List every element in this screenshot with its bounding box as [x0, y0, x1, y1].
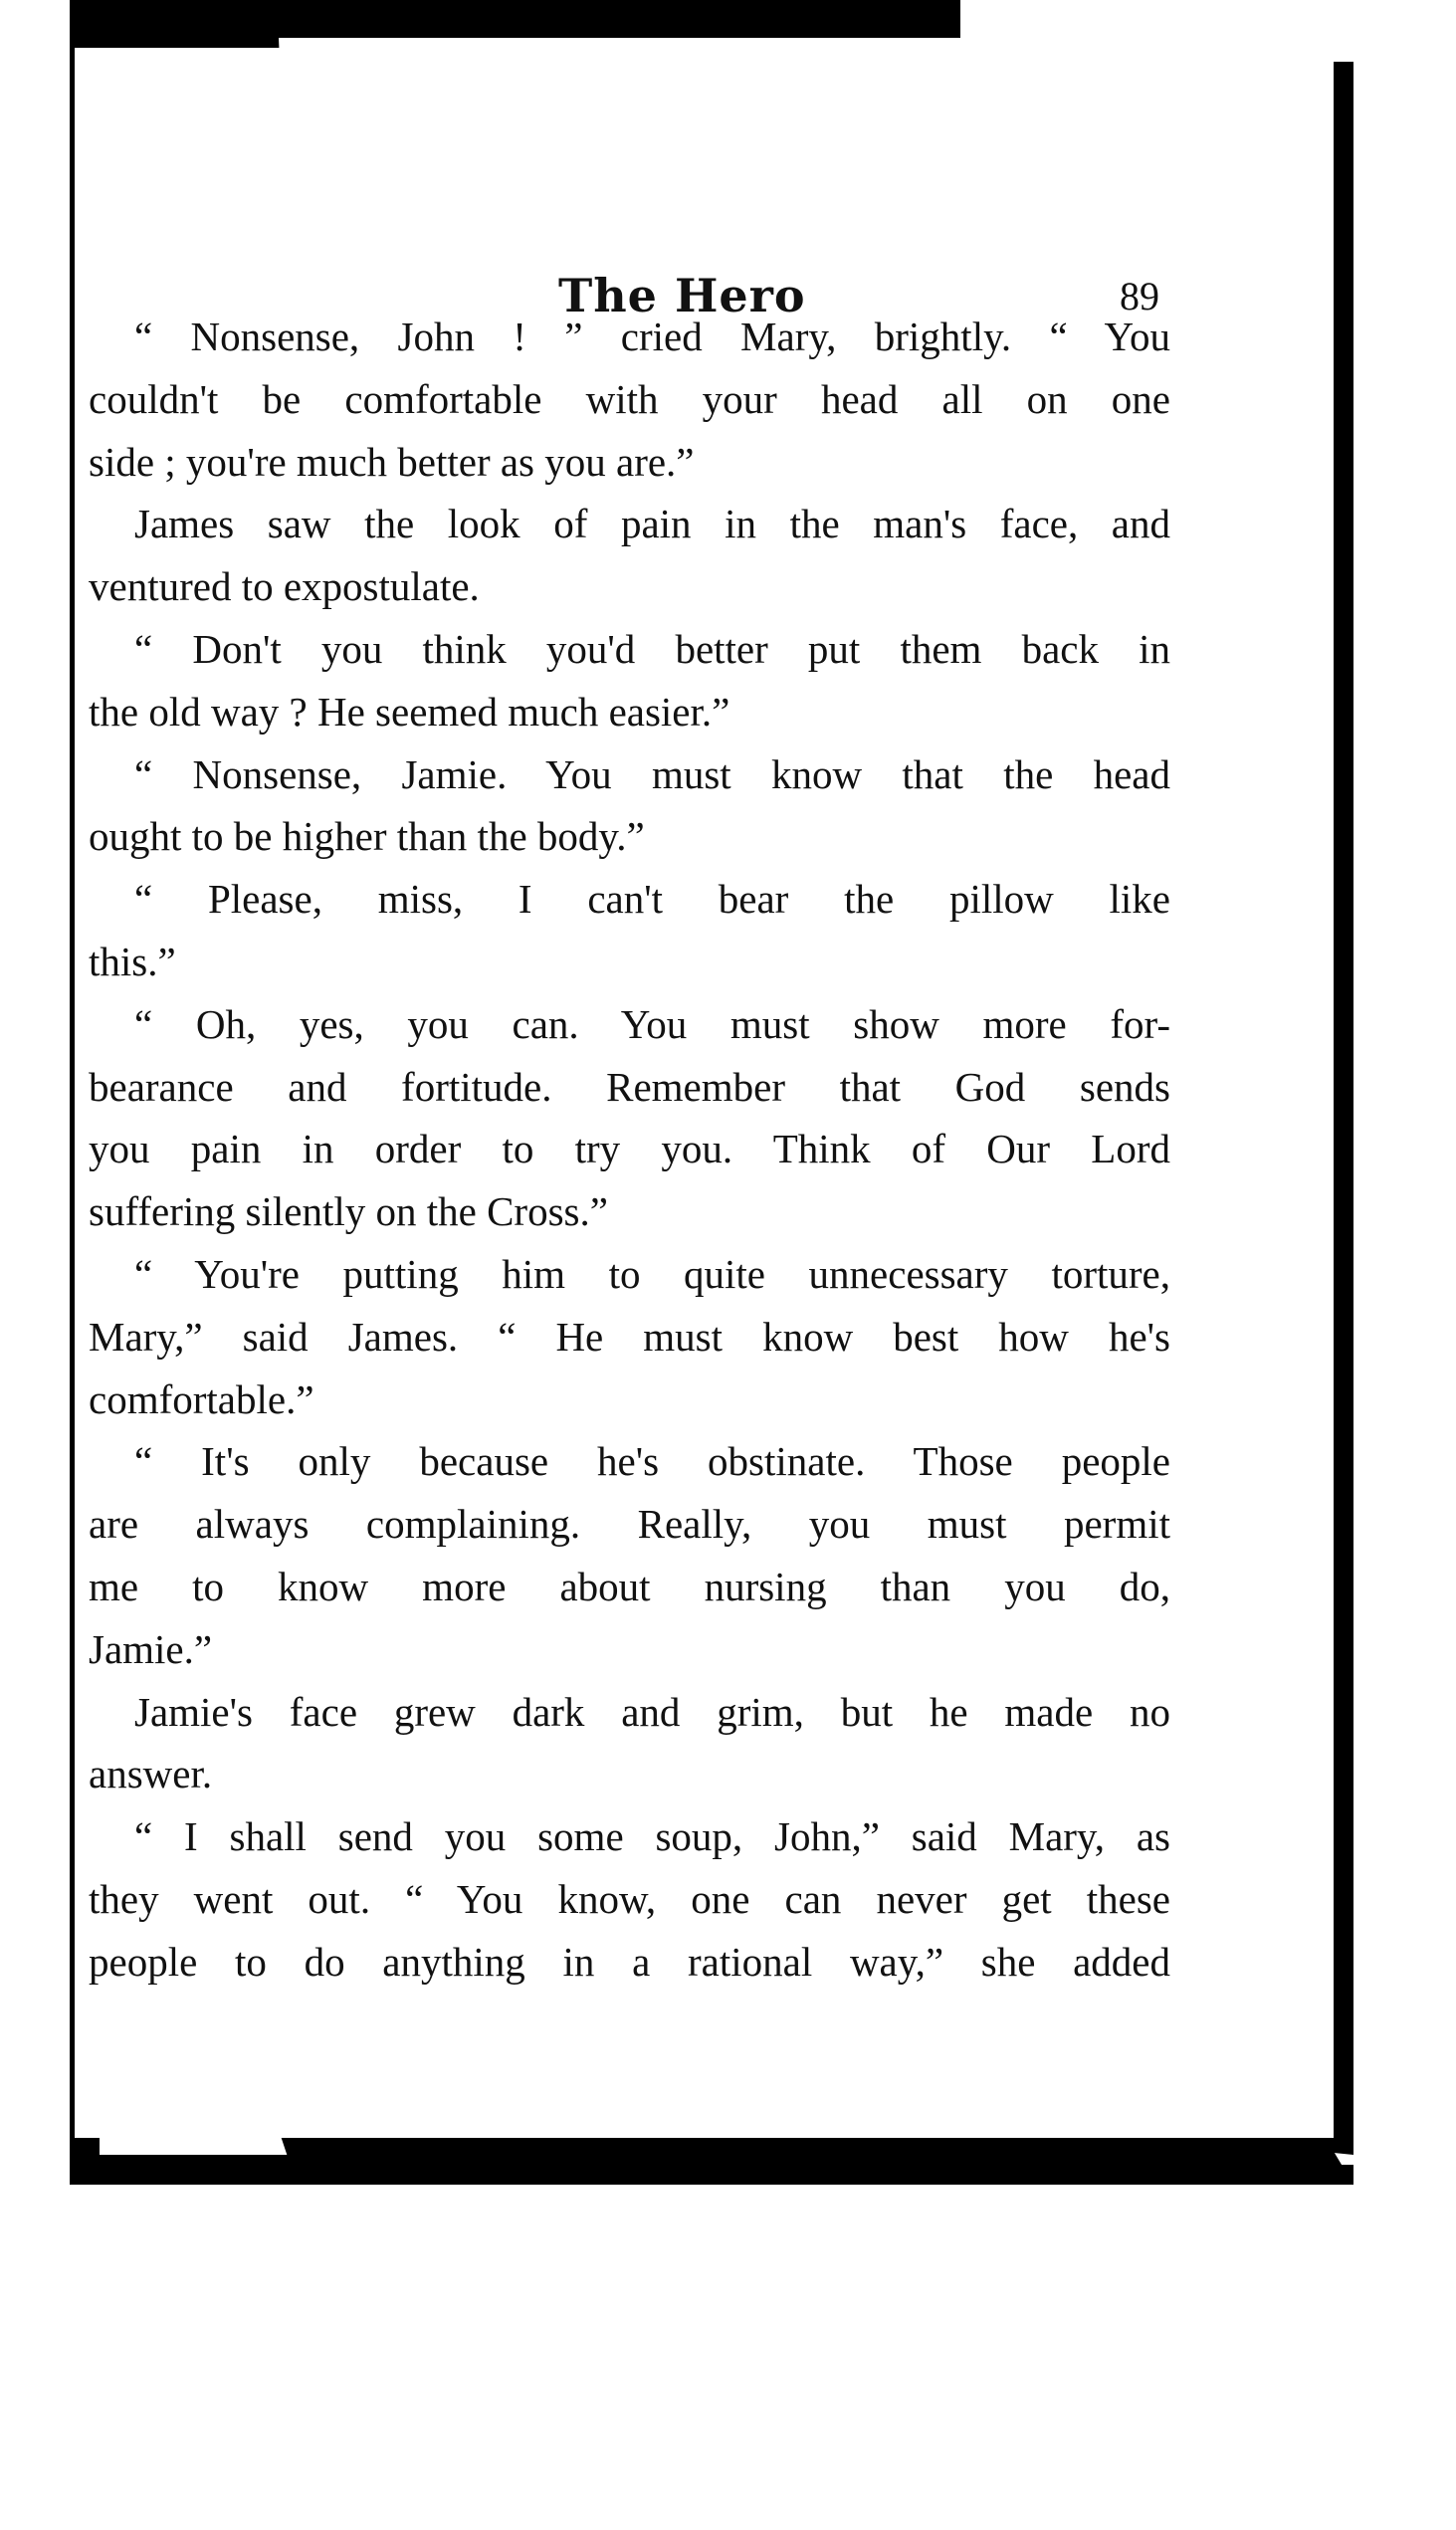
paragraph: [89, 1243, 1170, 1430]
paragraph: [89, 868, 1170, 993]
paragraph: [89, 618, 1170, 743]
text-line: Mary,” said James. “ He must know best how he's: [89, 1313, 1170, 1360]
text-line: “ You're putting him to quite unnecessary torture,: [134, 1250, 1170, 1297]
text-line: “ I shall send you some soup, John,” said Mary, as: [134, 1813, 1170, 1860]
paragraph: [89, 306, 1170, 493]
paragraph: [89, 1805, 1170, 1993]
text-line: “ Nonsense, John ! ” cried Mary, brightly. “ You: [134, 314, 1170, 359]
text-line: they went out. “ You know, one can never get these: [89, 1875, 1170, 1922]
text-line: the old way ? He seemed much easier.”: [89, 688, 730, 735]
text-line: me to know more about nursing than you do,: [89, 1563, 1170, 1609]
text-line: side ; you're much better as you are.”: [89, 438, 695, 485]
text-line: “ Nonsense, Jamie. You must know that the head: [134, 750, 1170, 797]
text-line: this.”: [89, 938, 176, 984]
page-number: 89: [1120, 274, 1159, 318]
paragraph: [89, 993, 1170, 1243]
text-line: couldn't be comfortable with your head all on one: [89, 375, 1170, 422]
text-line: Jamie's face grew dark and grim, but he made no: [134, 1688, 1170, 1735]
paragraph: [89, 1430, 1170, 1680]
text-line: “ It's only because he's obstinate. Those people: [134, 1438, 1170, 1485]
text-line: “ Don't you think you'd better put them back in: [134, 625, 1170, 672]
paragraph: [89, 493, 1170, 618]
text-line: people to do anything in a rational way,” she added: [89, 1938, 1170, 1985]
text-line: Jamie.”: [89, 1625, 213, 1672]
text-line: ventured to expostulate.: [89, 563, 480, 610]
text-line: James saw the look of pain in the man's face, and: [134, 501, 1170, 547]
text-line: are always complaining. Really, you must permit: [89, 1501, 1170, 1548]
text-line: suffering silently on the Cross.”: [89, 1188, 608, 1235]
running-title: The Hero: [558, 269, 806, 322]
text-line: “ Oh, yes, you can. You must show more for-: [134, 1000, 1170, 1047]
text-line: “ Please, miss, I can't bear the pillow like: [134, 876, 1170, 923]
paragraph: [89, 1681, 1170, 1806]
text-line: ought to be higher than the body.”: [89, 813, 645, 860]
text-line: answer.: [89, 1751, 213, 1797]
body-text: [89, 306, 1170, 1994]
text-line: bearance and fortitude. Remember that God sends: [89, 1063, 1170, 1110]
text-line: comfortable.”: [89, 1375, 314, 1422]
paragraph: [89, 743, 1170, 869]
text-line: you pain in order to try you. Think of Our Lord: [89, 1126, 1170, 1172]
